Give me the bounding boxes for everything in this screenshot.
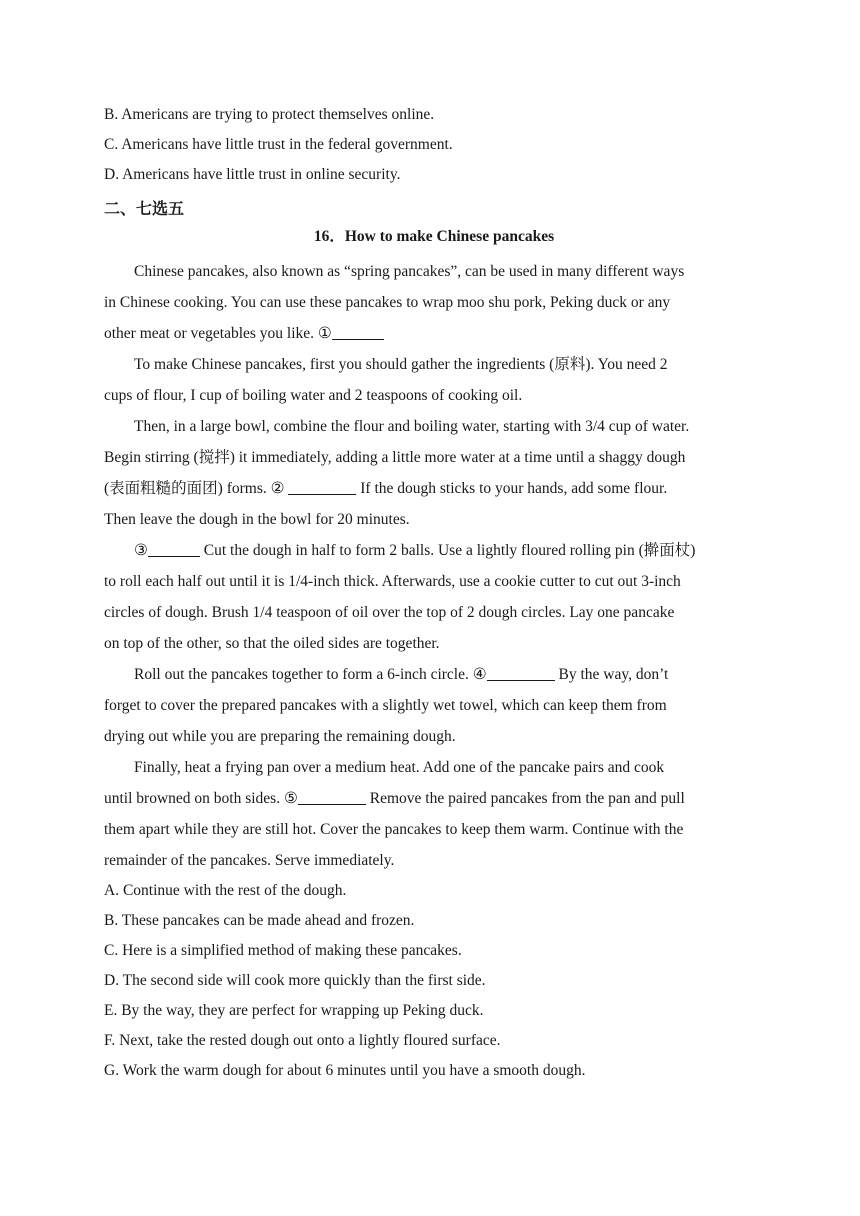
p6-line-2-text-a: until browned on both sides. ⑤	[104, 790, 298, 807]
paragraph-3	[104, 411, 764, 535]
blank-4[interactable]	[487, 666, 555, 681]
p3-line-2: Begin stirring (搅拌) it immediately, adding a little more water at a time until a shaggy dough	[104, 449, 686, 466]
p6-line-4: remainder of the pancakes. Serve immediately.	[104, 852, 395, 869]
p6-line-1: Finally, heat a frying pan over a medium heat. Add one of the pancake pairs and cook	[134, 759, 665, 776]
p2-line-1: To make Chinese pancakes, first you should gather the ingredients (原料). You need 2	[134, 356, 668, 373]
p6-line-2	[104, 783, 764, 814]
paragraph-4	[104, 535, 764, 659]
answer-options	[104, 876, 764, 1086]
p4-line-2: to roll each half out until it is 1/4-inch thick. Afterwards, use a cookie cutter to cut out 3-inch	[104, 573, 681, 590]
p5-line-1-text-a: Roll out the pancakes together to form a 6-inch circle. ④	[134, 666, 487, 683]
p6-line-3: them apart while they are still hot. Cover the pancakes to keep them warm. Continue with the	[104, 821, 684, 838]
p3-line-1: Then, in a large bowl, combine the flour and boiling water, starting with 3/4 cup of water.	[134, 418, 690, 435]
p4-line-3: circles of dough. Brush 1/4 teaspoon of oil over the top of 2 dough circles. Lay one pancake	[104, 604, 675, 621]
document-page	[104, 100, 764, 1086]
p3-line-3	[104, 473, 764, 504]
prev-option-c: C. Americans have little trust in the federal government.	[104, 136, 453, 153]
option-e: E. By the way, they are perfect for wrapping up Peking duck.	[104, 1002, 484, 1019]
blank-5[interactable]	[298, 790, 366, 805]
section-title: 二、七选五	[104, 199, 185, 218]
p4-line-1	[104, 535, 764, 566]
p4-line-4: on top of the other, so that the oiled sides are together.	[104, 635, 440, 652]
p5-line-1-text-b: By the way, don’t	[554, 666, 669, 683]
p6-line-2-text-b: Remove the paired pancakes from the pan and pull	[365, 790, 685, 807]
p1-line-3	[104, 318, 764, 349]
paragraph-1	[104, 256, 764, 349]
option-a: A. Continue with the rest of the dough.	[104, 882, 347, 899]
option-c: C. Here is a simplified method of making these pancakes.	[104, 942, 462, 959]
blank-2[interactable]	[288, 480, 356, 495]
prev-option-d: D. Americans have little trust in online security.	[104, 166, 401, 183]
paragraph-5	[104, 659, 764, 752]
p1-line-1: Chinese pancakes, also known as “spring pancakes”, can be used in many different ways	[134, 263, 685, 280]
option-d: D. The second side will cook more quickly than the first side.	[104, 972, 486, 989]
p4-line-1-text-b: Cut the dough in half to form 2 balls. Use a lightly floured rolling pin (擀面杖)	[199, 542, 696, 559]
p1-line-2: in Chinese cooking. You can use these pancakes to wrap moo shu pork, Peking duck or any	[104, 294, 671, 311]
p2-line-2: cups of flour, I cup of boiling water and 2 teaspoons of cooking oil.	[104, 387, 523, 404]
question-title: 16．How to make Chinese pancakes	[313, 228, 555, 245]
option-f: F. Next, take the rested dough out onto a lightly floured surface.	[104, 1032, 501, 1049]
blank-3[interactable]	[148, 542, 200, 557]
p3-line-3-text-b: If the dough sticks to your hands, add some flour.	[356, 480, 668, 497]
paragraph-2	[104, 349, 764, 411]
p5-line-1	[104, 659, 764, 690]
blank-1[interactable]	[332, 325, 384, 340]
p3-line-3-text-a: (表面粗糙的面团) forms. ②	[104, 480, 289, 497]
p5-line-2: forget to cover the prepared pancakes with a slightly wet towel, which can keep them from	[104, 697, 667, 714]
option-g: G. Work the warm dough for about 6 minutes until you have a smooth dough.	[104, 1062, 586, 1079]
option-b: B. These pancakes can be made ahead and frozen.	[104, 912, 415, 929]
paragraph-6	[104, 752, 764, 876]
p3-line-4: Then leave the dough in the bowl for 20 minutes.	[104, 511, 410, 528]
p1-line-3-text: other meat or vegetables you like. ①	[104, 325, 332, 342]
prev-option-b: B. Americans are trying to protect themselves online.	[104, 106, 435, 123]
p4-line-1-text-a: ③	[134, 542, 148, 559]
p5-line-3: drying out while you are preparing the remaining dough.	[104, 728, 456, 745]
